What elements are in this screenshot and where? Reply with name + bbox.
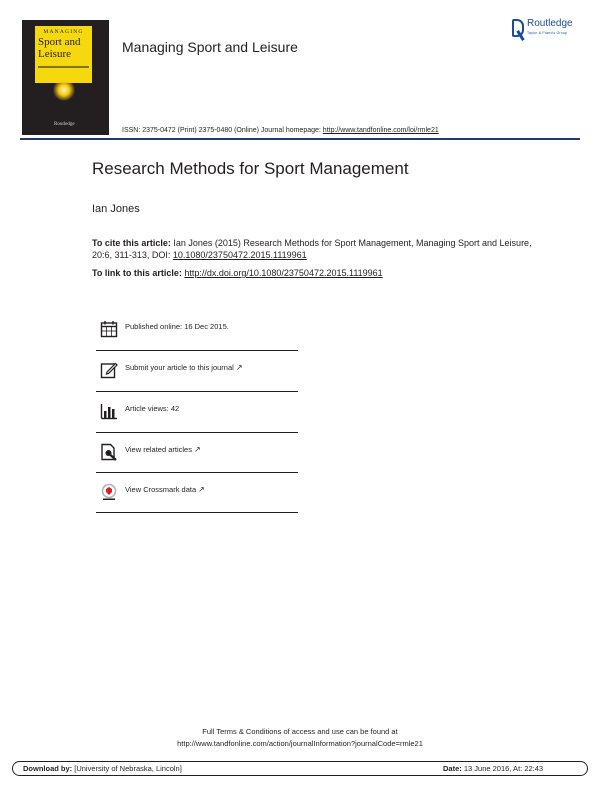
issn-text: ISSN: 2375-0472 (Print) 2375-0480 (Online) Journal homepage: <box>122 127 323 134</box>
related-articles-icon <box>100 443 118 461</box>
terms-text: Full Terms & Conditions of access and use can be found at <box>202 727 398 736</box>
publisher-logo-tagline: Taylor & Francis Group <box>527 31 568 35</box>
download-by <box>23 764 182 773</box>
download-date-value: 13 June 2016, At: 22:43 <box>461 764 544 773</box>
citation-label: To cite this article: <box>92 238 171 248</box>
published-online-label: Published online: 16 Dec 2015. <box>125 322 229 331</box>
download-date-label: Date: <box>443 764 462 773</box>
journal-title: Managing Sport and Leisure <box>122 39 298 55</box>
crossmark-text: View Crossmark data <box>125 485 197 494</box>
download-info-bar <box>12 761 588 776</box>
calendar-icon <box>100 320 118 338</box>
cover-light-icon <box>53 79 75 101</box>
download-by-label: Download by: <box>23 764 73 773</box>
crossmark-row[interactable] <box>96 473 298 514</box>
related-articles-label <box>125 445 201 454</box>
cover-publisher-mark: Routledge <box>54 122 75 127</box>
published-online-row <box>96 310 298 351</box>
article-views-label: Article views: 42 <box>125 404 180 413</box>
article-link-label: To link to this article: <box>92 268 185 278</box>
journal-homepage-link[interactable]: http://www.tandfonline.com/loi/rmle21 <box>322 127 439 134</box>
header-divider <box>20 138 580 140</box>
submit-article-text: Submit your article to this journal <box>125 363 234 372</box>
article-author: Ian Jones <box>92 203 140 215</box>
article-views-row <box>96 392 298 433</box>
download-date <box>443 764 543 773</box>
crossmark-icon <box>100 483 118 501</box>
edit-icon <box>100 361 118 379</box>
submit-article-row[interactable] <box>96 351 298 392</box>
submit-article-label <box>125 363 243 372</box>
cover-title-line-2: Leisure <box>38 48 71 60</box>
cover-title-panel <box>35 26 92 83</box>
cover-top-text: MANAGING <box>43 29 84 35</box>
cover-subtitle-rule <box>38 66 89 68</box>
issn-line <box>122 127 439 134</box>
download-by-value: [University of Nebraska, Lincoln] <box>72 764 182 773</box>
publisher-logo-name: Routledge <box>527 18 573 29</box>
external-link-icon: ↗ <box>235 363 243 372</box>
citation-text: Ian Jones (2015) Research Methods for Sport Management, Managing Sport and Leisure, 20:6, 311-313, DOI: <box>92 238 532 260</box>
cover-title-line-1: Sport and <box>38 36 81 48</box>
citation-block <box>92 237 532 261</box>
article-link-line <box>92 268 383 278</box>
bar-chart-icon <box>100 402 118 420</box>
article-link[interactable]: http://dx.doi.org/10.1080/23750472.2015.1119961 <box>184 268 383 278</box>
related-articles-row[interactable] <box>96 433 298 474</box>
terms-footer <box>0 726 600 750</box>
external-link-icon: ↗ <box>198 485 205 494</box>
journal-cover-image <box>22 20 109 135</box>
related-articles-text: View related articles <box>125 445 192 454</box>
article-title: Research Methods for Sport Management <box>92 159 409 178</box>
crossmark-label <box>125 485 205 494</box>
meta-divider <box>96 512 298 513</box>
external-link-icon: ↗ <box>193 445 201 454</box>
terms-link[interactable]: http://www.tandfonline.com/action/journalInformation?journalCode=rmle21 <box>177 739 423 748</box>
doi-link[interactable]: 10.1080/23750472.2015.1119961 <box>172 250 307 260</box>
